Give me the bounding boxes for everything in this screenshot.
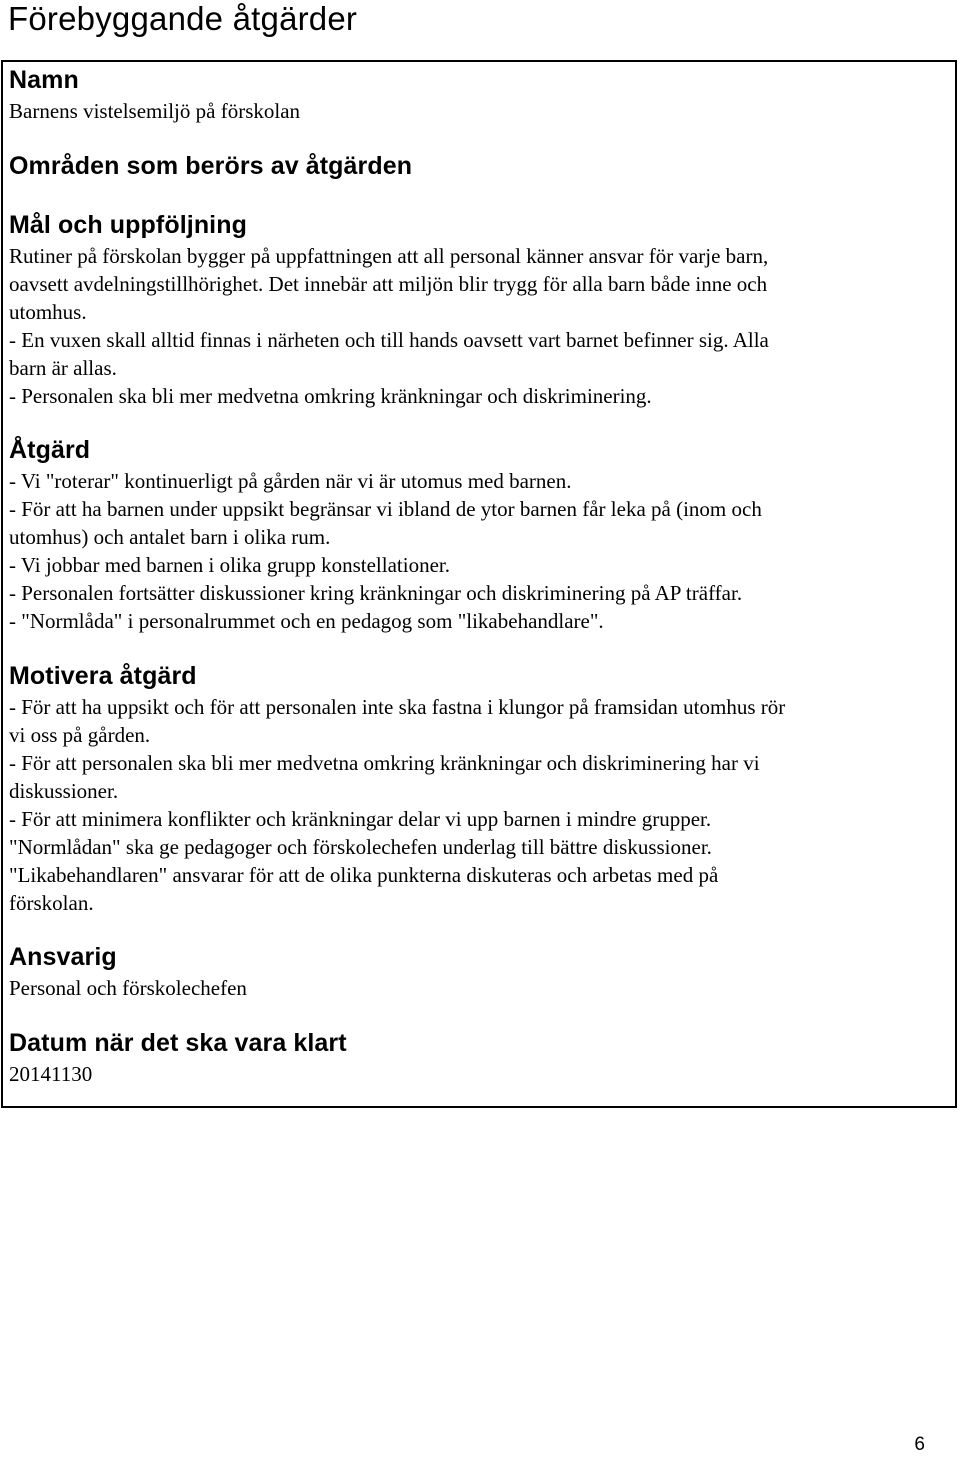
text-line: vi oss på gården. — [9, 723, 151, 747]
section-heading-responsible: Ansvarig — [9, 943, 117, 971]
text-line: utomhus. — [9, 300, 87, 324]
text-line: utomhus) och antalet barn i olika rum. — [9, 525, 331, 549]
section-body-name — [9, 97, 945, 125]
section-body-deadline — [9, 1060, 945, 1088]
text-line: Personal och förskolechefen — [9, 976, 247, 1000]
text-line: 20141130 — [9, 1062, 93, 1086]
section-heading-name: Namn — [9, 66, 79, 94]
measure-form-box — [1, 60, 957, 1108]
text-line: Barnens vistelsemiljö på förskolan — [9, 99, 301, 123]
text-line: - "Normlåda" i personalrummet och en pedagog som "likabehandlare". — [9, 609, 604, 633]
section-heading-areas: Områden som berörs av åtgärden — [9, 152, 413, 180]
text-line: - Vi jobbar med barnen i olika grupp konstellationer. — [9, 553, 450, 577]
text-line: - För att ha uppsikt och för att personalen inte ska fastna i klungor på framsidan utomhus rör — [9, 695, 786, 719]
page-number: 6 — [914, 1434, 925, 1455]
text-line: - Personalen fortsätter diskussioner kring kränkningar och diskriminering på AP träffar. — [9, 581, 743, 605]
text-line: - En vuxen skall alltid finnas i närheten och till hands oavsett vart barnet befinner sig. Alla — [9, 328, 769, 352]
section-heading-motivation: Motivera åtgärd — [9, 662, 197, 690]
text-line: - Vi "roterar" kontinuerligt på gården när vi är utomus med barnen. — [9, 469, 572, 493]
section-body-goals — [9, 242, 945, 410]
text-line: diskussioner. — [9, 779, 119, 803]
text-line: oavsett avdelningstillhörighet. Det innebär att miljön blir trygg för alla barn både inne och — [9, 272, 768, 296]
text-line: - För att personalen ska bli mer medvetna omkring kränkningar och diskriminering har vi — [9, 751, 760, 775]
text-line: förskolan. — [9, 891, 94, 915]
text-line: barn är allas. — [9, 356, 117, 380]
section-deadline — [9, 1029, 945, 1088]
text-line: - För att minimera konflikter och kränkningar delar vi upp barnen i mindre grupper. — [9, 807, 712, 831]
text-line: - För att ha barnen under uppsikt begränsar vi ibland de ytor barnen får leka på (inom och — [9, 497, 762, 521]
section-name — [9, 66, 945, 125]
section-heading-deadline: Datum när det ska vara klart — [9, 1029, 347, 1057]
section-action — [9, 436, 945, 635]
section-responsible — [9, 943, 945, 1002]
section-body-motivation — [9, 693, 945, 917]
section-motivation — [9, 662, 945, 917]
text-line: "Likabehandlaren" ansvarar för att de olika punkterna diskuteras och arbetas med på — [9, 863, 719, 887]
section-body-action — [9, 467, 945, 635]
text-line: - Personalen ska bli mer medvetna omkring kränkningar och diskriminering. — [9, 384, 652, 408]
section-heading-goals: Mål och uppföljning — [9, 211, 247, 239]
page-title: Förebyggande åtgärder — [8, 0, 358, 37]
section-areas — [9, 152, 945, 180]
section-goals — [9, 211, 945, 410]
section-heading-action: Åtgärd — [9, 436, 91, 464]
text-line: Rutiner på förskolan bygger på uppfattningen att all personal känner ansvar för varje barn, — [9, 244, 769, 268]
section-body-responsible — [9, 974, 945, 1002]
text-line: "Normlådan" ska ge pedagoger och förskolechefen underlag till bättre diskussioner. — [9, 835, 712, 859]
